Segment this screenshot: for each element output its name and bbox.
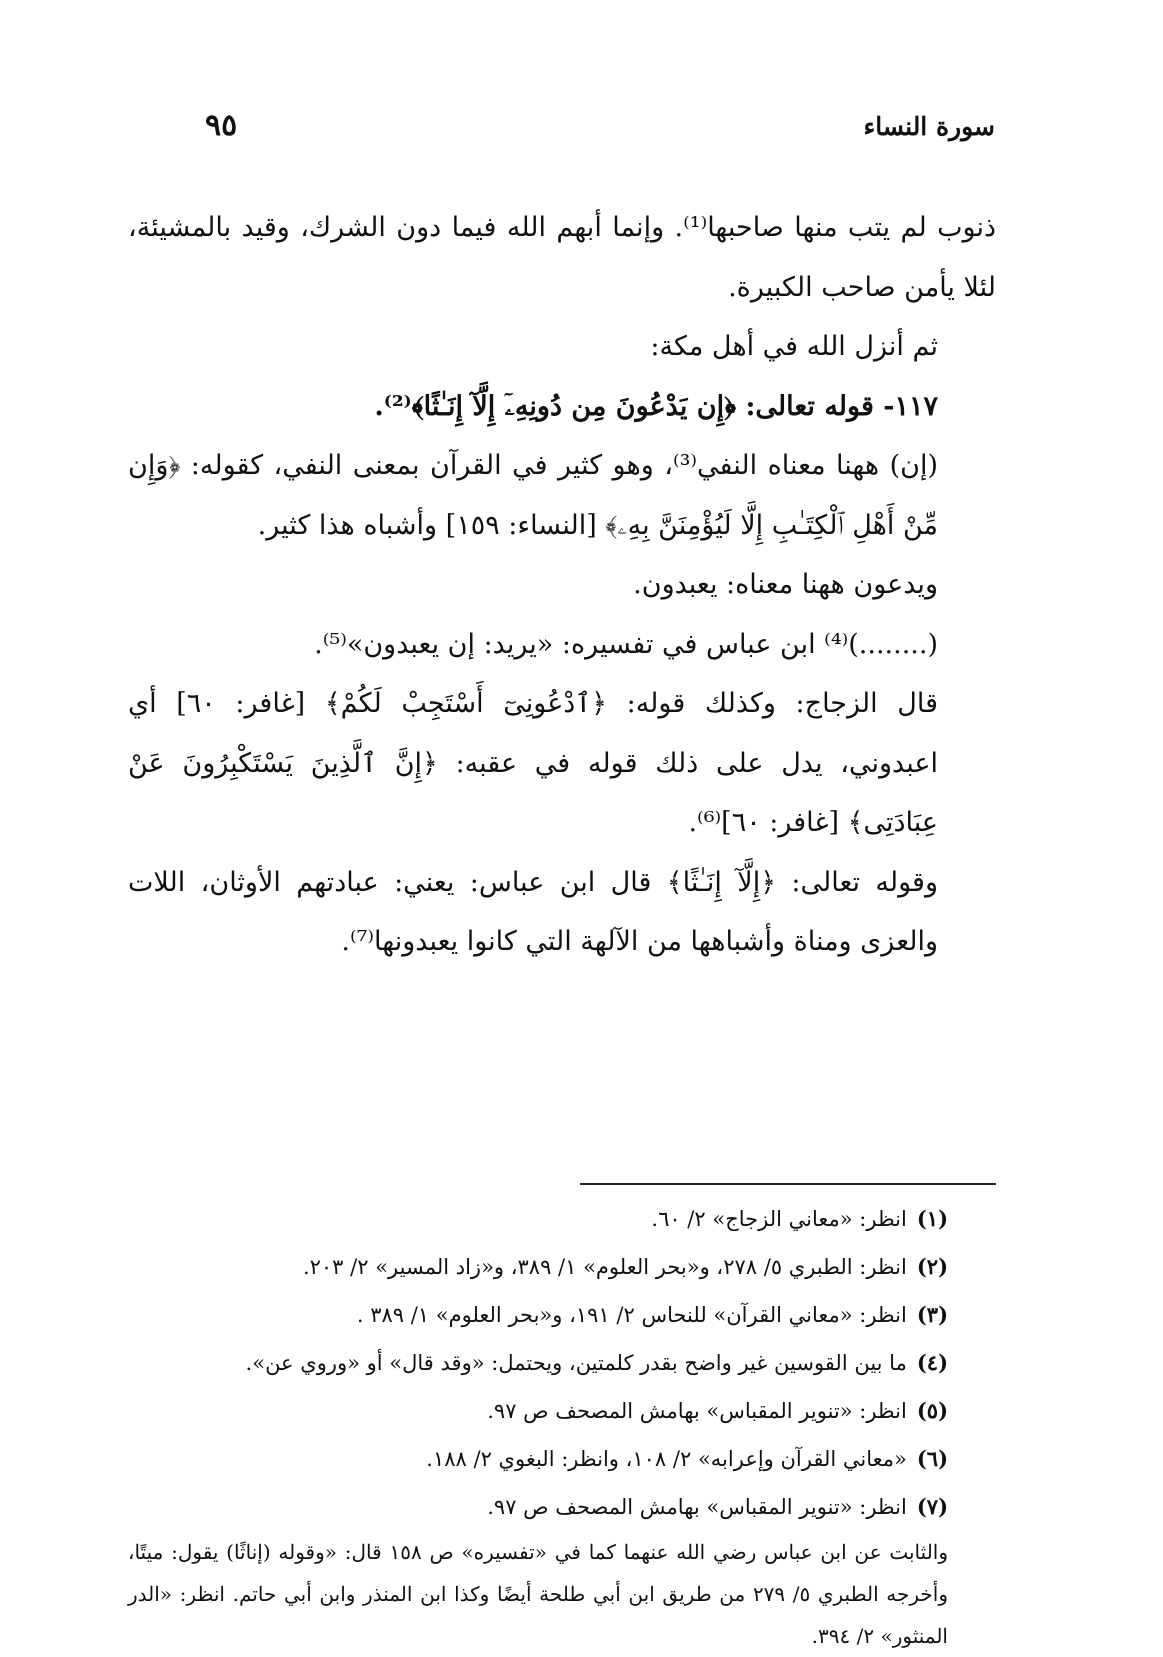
footnote-separator [580, 1183, 996, 1185]
footnote-7-continuation: والثابت عن ابن عباس رضي الله عنهما كما في «تفسيره» ص ١٥٨ قال: «وقوله (إناثًا) يقول: ميتًا، وأخرجه الطبري ٥/ ٢٧٩ من طريق ابن أبي طلحة أيضًا وكذا ابن المنذر وابن أبي حاتم. انظر: «الدر المنثور» ٢/ ٣٩٤. [128, 1540, 948, 1648]
footnote-text: انظر: الطبري ٥/ ٢٧٨، و«بحر العلوم» ١/ ٣٨٩، و«زاد المسير» ٢/ ٢٠٣. [302, 1255, 907, 1279]
body-paragraph-2: ثم أنزل الله في أهل مكة: [650, 331, 938, 362]
body-paragraph-3: (إن) ههنا معناه النفي⁽³⁾، وهو كثير في القرآن بمعنى النفي، كقوله: ﴿وَإِن مِّنْ أَهْلِ ٱلْكِتَـٰبِ إِلَّا لَيُؤْمِنَنَّ بِهِۦ﴾ [النساء: ١٥٩] وأشباه هذا كثير. [128, 450, 938, 541]
footnote-number: (٧) [916, 1494, 948, 1519]
surah-title: سورة النساء [863, 112, 995, 141]
footnote-text: انظر: «معاني القرآن» للنحاس ٢/ ١٩١، و«بحر العلوم» ١/ ٣٨٩ . [356, 1303, 907, 1327]
footnote-7 [128, 1483, 996, 1531]
footnote-4 [128, 1339, 996, 1387]
footnote-number: (٥) [916, 1398, 948, 1423]
footnote-3 [128, 1291, 996, 1339]
body-paragraph-1: ذنوب لم يتب منها صاحبها⁽¹⁾. وإنما أبهم الله فيما دون الشرك، وقيد بالمشيئة، لئلا يأمن صاحب الكبيرة. [128, 212, 996, 303]
body-paragraph-4: ويدعون ههنا معناه: يعبدون. [633, 569, 938, 600]
page-header [205, 108, 995, 152]
footnotes [128, 1195, 996, 1657]
footnote-2 [128, 1243, 996, 1291]
footnote-6 [128, 1435, 996, 1483]
footnote-1 [128, 1195, 996, 1243]
verse-heading: ١١٧- قوله تعالى: ﴿إِن يَدْعُونَ مِن دُونِهِۦٓ إِلَّآ إِنَـٰثًا﴾⁽²⁾. [374, 390, 938, 422]
footnote-text: انظر: «تنوير المقباس» بهامش المصحف ص ٩٧. [487, 1399, 907, 1423]
footnote-number: (٦) [916, 1446, 948, 1471]
footnote-number: (١) [916, 1206, 948, 1231]
footnote-number: (٢) [916, 1254, 948, 1279]
footnote-text: انظر: «معاني الزجاج» ٢/ ٦٠. [651, 1207, 907, 1231]
main-text [128, 198, 996, 972]
footnote-text: «معاني القرآن وإعرابه» ٢/ ١٠٨، وانظر: البغوي ٢/ ١٨٨. [426, 1447, 907, 1471]
body-paragraph-7: وقوله تعالى: ﴿إِلَّآ إِنَـٰثًا﴾ قال ابن عباس: يعني: عبادتهم الأوثان، اللات والعزى ومناة وأشباهها من الآلهة التي كانوا يعبدونها⁽⁷⁾. [128, 866, 938, 957]
footnote-text: انظر: «تنوير المقباس» بهامش المصحف ص ٩٧. [487, 1495, 907, 1519]
footnote-text: ما بين القوسين غير واضح بقدر كلمتين، ويحتمل: «وقد قال» أو «وروي عن». [245, 1351, 907, 1375]
footnote-number: (٣) [916, 1302, 948, 1327]
footnote-number: (٤) [916, 1350, 948, 1375]
page-number: ٩٥ [205, 108, 238, 143]
body-paragraph-5: (........)⁽⁴⁾ ابن عباس في تفسيره: «يريد: إن يعبدون»⁽⁵⁾. [314, 628, 938, 660]
footnote-5 [128, 1387, 996, 1435]
body-paragraph-6: قال الزجاج: وكذلك قوله: ﴿ٱدْعُونِىٓ أَسْتَجِبْ لَكُمْ﴾ [غافر: ٦٠] أي اعبدوني، يدل على ذلك قوله في عقبه: ﴿إِنَّ ٱلَّذِينَ يَسْتَكْبِرُونَ عَنْ عِبَادَتِى﴾ [غافر: ٦٠]⁽⁶⁾. [128, 688, 938, 838]
